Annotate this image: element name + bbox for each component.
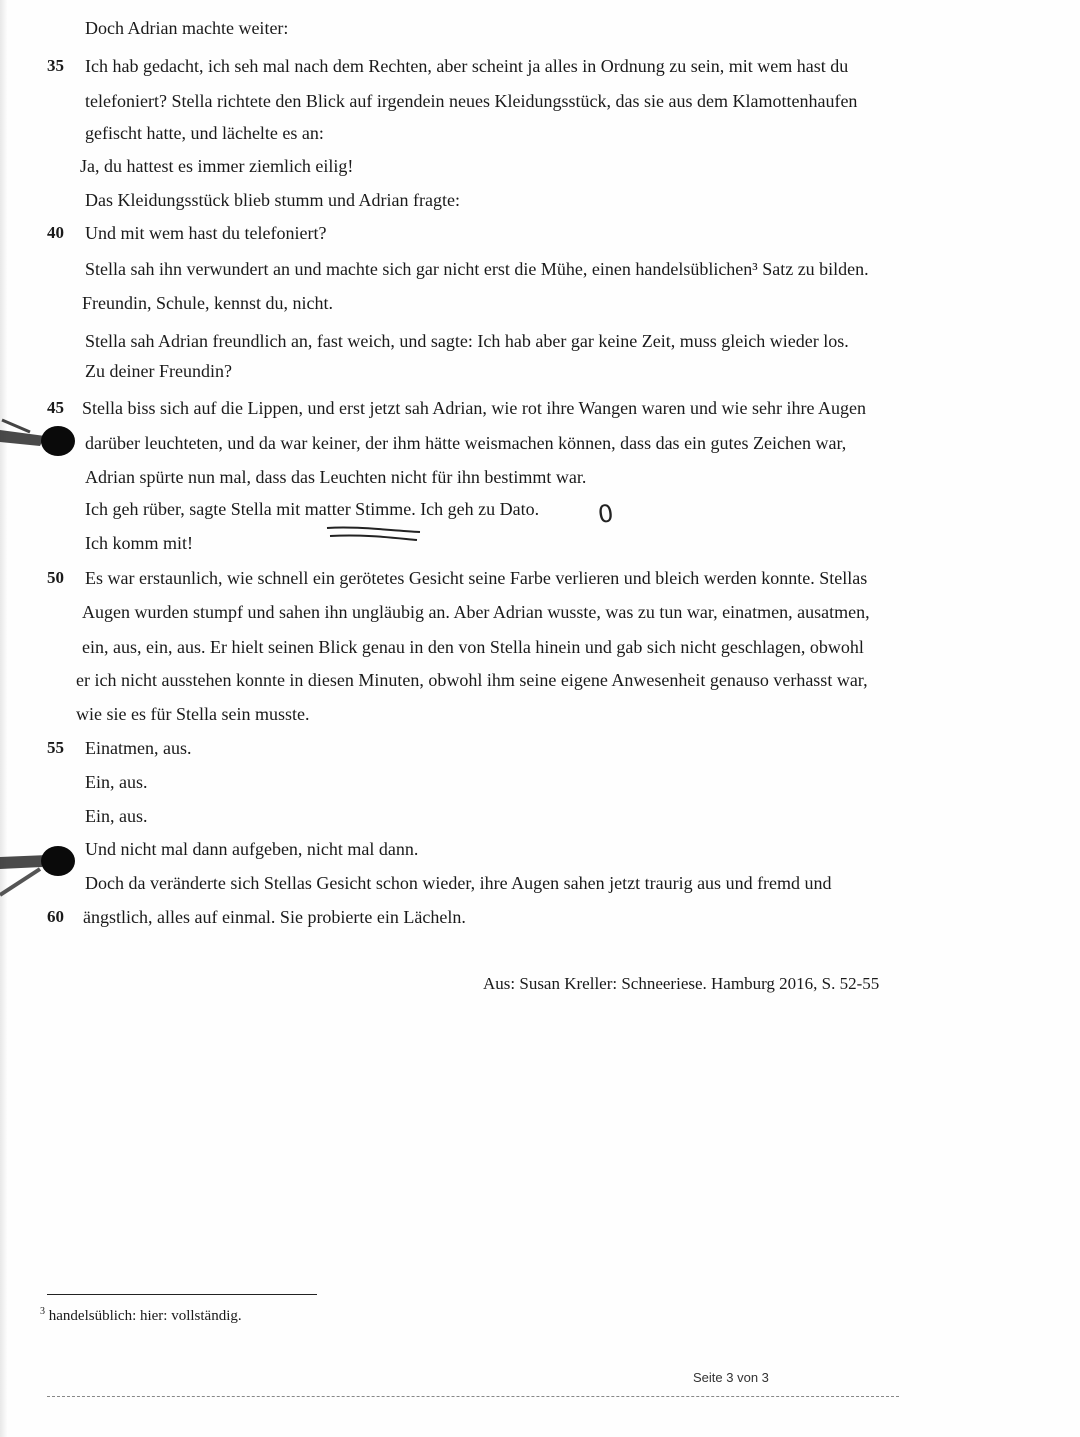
line-number: 35 [47, 56, 64, 75]
footnote-text: handelsüblich: hier: vollständig. [48, 1308, 242, 1324]
line-text: Ich geh rüber, sagte Stella mit matter Stimme. Ich geh zu Dato. [85, 499, 540, 519]
line-text: ängstlich, alles auf einmal. Sie probierte ein Lächeln. [83, 907, 466, 927]
bottom-rule [47, 1396, 899, 1397]
line-text: Zu deiner Freundin? [85, 361, 232, 381]
line-text: Und mit wem hast du telefoniert? [85, 223, 327, 243]
line-text: Einatmen, aus. [85, 738, 192, 758]
scribble-mark [325, 522, 425, 548]
scan-edge [0, 0, 8, 1437]
marker-blob-bottom [0, 835, 80, 905]
line-number: 60 [47, 907, 64, 926]
line-text: Freundin, Schule, kennst du, nicht. [82, 293, 333, 313]
line-text: er ich nicht ausstehen konnte in diesen Minuten, obwohl ihm seine eigene Anwesenheit genauso verhasst war, [76, 670, 868, 690]
line-number: 50 [47, 568, 64, 587]
line-text: telefoniert? Stella richtete den Blick auf irgendein neues Kleidungsstück, das sie aus dem Klamottenhaufen [85, 91, 858, 111]
line-text: Stella sah ihn verwundert an und machte sich gar nicht erst die Mühe, einen handelsüblichen³ Satz zu bilden. [85, 259, 869, 279]
line-text: Und nicht mal dann aufgeben, nicht mal dann. [85, 839, 419, 859]
page-number: Seite 3 von 3 [693, 1370, 769, 1385]
line-text: darüber leuchteten, und da war keiner, der ihm hätte weismachen können, dass das ein gutes Zeichen war, [85, 433, 847, 453]
marker-blob-top [0, 412, 80, 472]
line-text: Ein, aus. [85, 772, 148, 792]
line-text: Doch Adrian machte weiter: [85, 18, 289, 38]
line-text: Ein, aus. [85, 806, 148, 826]
line-text: Augen wurden stumpf und sahen ihn ungläubig an. Aber Adrian wusste, was zu tun war, einatmen, ausatmen, [82, 602, 870, 622]
line-number: 55 [47, 738, 64, 757]
footnote-rule [47, 1294, 317, 1295]
line-number: 40 [47, 223, 64, 242]
line-text: Stella biss sich auf die Lippen, und erst jetzt sah Adrian, wie rot ihre Wangen waren und wie sehr ihre Augen [82, 398, 867, 418]
line-text: gefischt hatte, und lächelte es an: [85, 123, 324, 143]
line-number: 45 [47, 398, 64, 417]
footnote-mark: 3 [40, 1306, 45, 1317]
source-citation: Aus: Susan Kreller: Schneeriese. Hamburg 2016, S. 52-55 [483, 974, 880, 993]
line-text: Das Kleidungsstück blieb stumm und Adrian fragte: [85, 190, 460, 210]
line-text: Ich hab gedacht, ich seh mal nach dem Rechten, aber scheint ja alles in Ordnung zu sein, mit wem hast du [85, 56, 849, 76]
line-text: Es war erstaunlich, wie schnell ein gerötetes Gesicht seine Farbe verlieren und bleich werden konnte. Stellas [85, 568, 868, 588]
line-text: Ich komm mit! [85, 533, 193, 553]
line-text: Ja, du hattest es immer ziemlich eilig! [80, 156, 354, 176]
line-text: ein, aus, ein, aus. Er hielt seinen Blick genau in den von Stella hinein und gab sich nicht geschlagen, obwohl [82, 637, 864, 657]
handwritten-annotation: 0 [596, 499, 616, 529]
line-text: Doch da veränderte sich Stellas Gesicht schon wieder, ihre Augen sahen jetzt traurig aus und fremd und [85, 873, 832, 893]
footnote [40, 1306, 242, 1325]
line-text: Stella sah Adrian freundlich an, fast weich, und sagte: Ich hab aber gar keine Zeit, muss gleich wieder los. [85, 331, 849, 351]
line-text: Adrian spürte nun mal, dass das Leuchten nicht für ihn bestimmt war. [85, 467, 587, 487]
line-text: wie sie es für Stella sein musste. [76, 704, 310, 724]
